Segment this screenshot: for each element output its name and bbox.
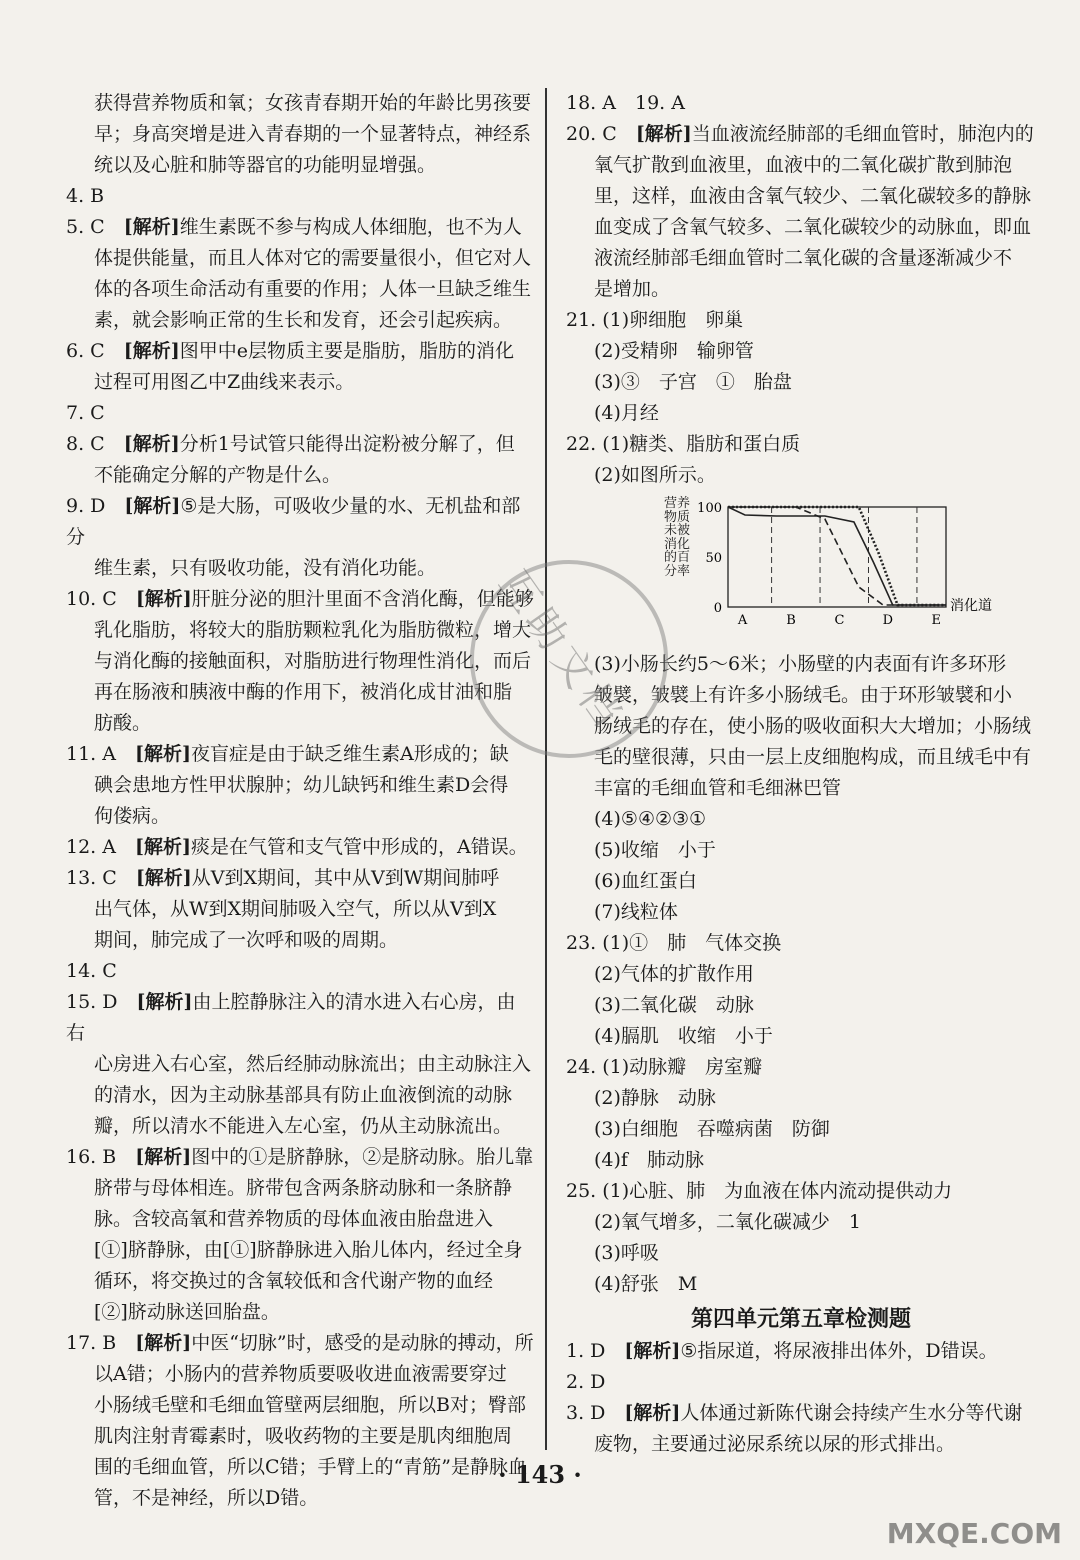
item-number: 12. [66, 836, 103, 858]
right-column [566, 88, 1036, 1460]
continuation-line: 与消化酶的接触面积，对脂肪进行物理性消化，而后 [94, 650, 532, 672]
continuation-line: 体的各项生命活动有重要的作用；人体一旦缺乏维生 [94, 278, 532, 300]
continuation-line: 以A错；小肠内的营养物质要吸收进血液需要穿过 [94, 1363, 507, 1385]
answers-22-25 [566, 649, 1036, 1300]
answer-item [66, 739, 534, 770]
stamp-watermark-text: 互助文档 [489, 561, 633, 740]
continuation-line: 管，不是神经，所以D错。 [94, 1487, 319, 1509]
y-tick-label: 0 [713, 601, 722, 616]
answer-item [66, 181, 534, 212]
answer-line: (3)白细胞 吞噬病菌 防御 [594, 1118, 830, 1140]
item-text: 痰是在气管和支气管中形成的，A错误。 [190, 836, 528, 858]
item-answer: C [602, 123, 636, 145]
answer-line: 23. (1)① 肺 气体交换 [566, 932, 782, 954]
answer-item [66, 987, 534, 1049]
x-tick-label: E [931, 613, 942, 628]
item-answer: C [90, 216, 124, 238]
analysis-tag: [解析] [123, 433, 180, 455]
answer-line: (2)如图所示。 [594, 464, 716, 486]
continuation-line: 的清水，因为主动脉基部具有防止血液倒流的动脉 [94, 1084, 513, 1106]
continuation-line: 瓣，所以清水不能进入左心室，仍从主动脉流出。 [94, 1115, 513, 1137]
corner-watermark: MXQE.COM [886, 1517, 1062, 1550]
item-answer: A [102, 836, 135, 858]
answer-line: (4)膈肌 收缩 小于 [594, 1025, 773, 1047]
answer-line: (6)血红蛋白 [594, 870, 697, 892]
item-answer: C [102, 867, 136, 889]
continuation-line: 里，这样，血液由含氧气较少、二氧化碳较多的静脉 [594, 185, 1032, 207]
continuation-line: 心房进入右心室，然后经肺动脉流出；由主动脉注入 [94, 1053, 532, 1075]
continuation-line: 围的毛细血管，所以C错；手臂上的“青筋”是静脉血 [94, 1456, 527, 1478]
analysis-tag: [解析] [135, 1332, 192, 1354]
answer-item [66, 1142, 534, 1173]
column-divider [545, 88, 547, 1450]
item-number: 1. [566, 1340, 591, 1362]
item-text: ⑤指尿道，将尿液排出体外，D错误。 [680, 1340, 998, 1362]
analysis-tag: [解析] [123, 340, 180, 362]
series-line-dashed [728, 507, 946, 605]
continuation-line: 过程可用图乙中Z曲线来表示。 [94, 371, 355, 393]
x-axis-label: 消化道 [950, 598, 992, 614]
continuation-line: 氧气扩散到血液里，血液中的二氧化碳扩散到肺泡 [594, 154, 1013, 176]
answer-line: (4)月经 [594, 402, 659, 424]
item-number: 10. [66, 588, 103, 610]
x-tick-label: B [786, 613, 796, 628]
item-text: 从V到X期间，其中从V到W期间肺呼 [191, 867, 500, 889]
item-number: 8. [66, 433, 91, 455]
item-number: 9. [66, 495, 91, 517]
item-number: 11. [66, 743, 103, 765]
answer-line: (2)静脉 动脉 [594, 1087, 716, 1109]
item-answer: B [102, 1146, 136, 1168]
x-tick-label: A [737, 613, 748, 628]
chart-frame [728, 507, 946, 607]
answer-line: (4)f 肺动脉 [594, 1149, 704, 1171]
answer-line: (5)收缩 小于 [594, 839, 716, 861]
answer-item [566, 1336, 1036, 1367]
item-answer: D [90, 495, 125, 517]
item-answer: D [590, 1340, 625, 1362]
answer-item [66, 956, 534, 987]
left-column [66, 88, 534, 1514]
chart-ylabel: 营养物质 未被消化 的百分率 [663, 496, 690, 579]
answer-line: (2)氧气增多，二氧化碳减少 1 [594, 1211, 862, 1233]
item-answer: D [102, 991, 137, 1013]
item-number: 20. [566, 123, 603, 145]
item-number: 15. [66, 991, 103, 1013]
analysis-tag: [解析] [123, 216, 180, 238]
answer-line: 25. (1)心脏、肺 为血液在体内流动提供动力 [566, 1180, 953, 1202]
item-answer: C [102, 960, 136, 982]
continuation-line: 小肠绒毛壁和毛细血管壁两层细胞，所以B对；臀部 [94, 1394, 526, 1416]
item-text: 肝脏分泌的胆汁里面不含消化酶，但能够 [191, 588, 534, 610]
answer-line: (7)线粒体 [594, 901, 678, 923]
item-answer: C [102, 588, 136, 610]
answer-line: (2)气体的扩散作用 [594, 963, 754, 985]
continuation-line: 获得营养物质和氧；女孩青春期开始的年龄比男孩要 [94, 92, 532, 114]
item-text: 当血液流经肺部的毛细血管时，肺泡内的 [691, 123, 1034, 145]
item-text: ⑤是大肠，可吸收少量的水、无机盐和部分 [66, 495, 521, 548]
answer-line: (3)呼吸 [594, 1242, 659, 1264]
continuation-line: 统以及心脏和肺等器官的功能明显增强。 [94, 154, 437, 176]
answer-line: (3)③ 子宫 ① 胎盘 [594, 371, 792, 393]
answer-item [66, 863, 534, 894]
item-text: 中医“切脉”时，感受的是动脉的搏动，所 [191, 1332, 534, 1354]
item-answer: C [90, 340, 124, 362]
item-number: 13. [66, 867, 103, 889]
item-number: 16. [66, 1146, 103, 1168]
analysis-tag: [解析] [135, 836, 191, 858]
continuation-line: 再在肠液和胰液中酶的作用下，被消化成甘油和脂 [94, 681, 513, 703]
item-number: 5. [66, 216, 91, 238]
continuation-line: 循环，将交换过的含氧较低和含代谢产物的血经 [94, 1270, 494, 1292]
answer-item [566, 1398, 1036, 1429]
continuation-line: [①]脐静脉，由[①]脐静脉进入胎儿体内，经过全身 [94, 1239, 523, 1261]
continuation-line: 皱襞，皱襞上有许多小肠绒毛。由于环形皱襞和小 [594, 684, 1013, 706]
continuation-line: 维生素，只有吸收功能，没有消化功能。 [94, 557, 437, 579]
analysis-tag: [解析] [624, 1402, 681, 1424]
answer-line: (4)舒张 M [594, 1273, 698, 1295]
answer-item [66, 429, 534, 460]
analysis-tag: [解析] [136, 991, 193, 1013]
continuation-line: 期间，肺完成了一次呼和吸的周期。 [94, 929, 399, 951]
item-number: 2. [566, 1371, 591, 1393]
answer-item [566, 119, 1036, 150]
section-heading: 第四单元第五章检测题 [690, 1306, 911, 1332]
answer-item [566, 1367, 1036, 1398]
item-text: 图甲中e层物质主要是脂肪，脂肪的消化 [179, 340, 514, 362]
answer-item [66, 336, 534, 367]
continuation-line: 体提供能量，而且人体对它的需要量很小，但它对人 [94, 247, 532, 269]
answer-item [66, 832, 534, 863]
continuation-line: 肠绒毛的存在，使小肠的吸收面积大大增加；小肠绒 [594, 715, 1032, 737]
answers-ch5 [566, 1336, 1036, 1460]
answer-item [66, 1328, 534, 1359]
item-answer: B [90, 185, 124, 207]
answer-line: (2)受精卵 输卵管 [594, 340, 754, 362]
analysis-tag: [解析] [624, 1340, 681, 1362]
item-text: 人体通过新陈代谢会持续产生水分等代谢 [680, 1402, 1023, 1424]
item-number: 17. [66, 1332, 103, 1354]
series-line-solid [728, 507, 946, 605]
answer-item [66, 212, 534, 243]
item-answer: A [102, 743, 135, 765]
item-answer: C [90, 402, 124, 424]
page-number: · 143 · [498, 1460, 582, 1489]
item-answer: C [90, 433, 124, 455]
continuation-line: 脐带与母体相连。脐带包含两条脐动脉和一条脐静 [94, 1177, 513, 1199]
item-number: 14. [66, 960, 103, 982]
continuation-line: 乳化脂肪，将较大的脂肪颗粒乳化为脂肪微粒，增大 [94, 619, 532, 641]
answer-line: (3)二氧化碳 动脉 [594, 994, 754, 1016]
item-text: 由上腔静脉注入的清水进入右心房，由右 [66, 991, 516, 1044]
continuation-line: 佝偻病。 [94, 805, 171, 827]
y-tick-label: 50 [705, 551, 722, 566]
continuation-line: 脉。含较高氧和营养物质的母体血液由胎盘进入 [94, 1208, 494, 1230]
x-tick-label: D [882, 613, 894, 628]
analysis-tag: [解析] [135, 588, 192, 610]
answer-line: (3)小肠长约5～6米；小肠壁的内表面有许多环形 [594, 653, 1007, 675]
answer-line: (4)⑤④②③① [594, 808, 707, 830]
continuation-line: 废物，主要通过泌尿系统以尿的形式排出。 [594, 1433, 956, 1455]
answer-line: 18. A 19. A [566, 92, 685, 114]
answer-item [66, 398, 534, 429]
item-number: 3. [566, 1402, 591, 1424]
analysis-tag: [解析] [635, 123, 692, 145]
continuation-line: 丰富的毛细血管和毛细淋巴管 [594, 777, 842, 799]
item-text: 维生素既不参与构成人体细胞，也不为人 [179, 216, 522, 238]
continuation-line: 是增加。 [594, 278, 671, 300]
continuation-line: 出气体，从W到X期间肺吸入空气，所以从V到X [94, 898, 497, 920]
item-answer: D [590, 1371, 625, 1393]
item-text: 分析1号试管只能得出淀粉被分解了，但 [179, 433, 515, 455]
continuation-line: [②]脐动脉送回胎盘。 [94, 1301, 280, 1323]
answer-item [66, 584, 534, 615]
continuation-line: 素，就会影响正常的生长和发育，还会引起疾病。 [94, 309, 513, 331]
analysis-tag: [解析] [124, 495, 181, 517]
continuation-line: 肪酸。 [94, 712, 152, 734]
y-tick-label: 100 [697, 501, 722, 516]
item-answer: B [102, 1332, 136, 1354]
analysis-tag: [解析] [135, 1146, 192, 1168]
continuation-line: 液流经肺部毛细血管时二氧化碳的含量逐渐减少不 [594, 247, 1013, 269]
answer-line: 24. (1)动脉瓣 房室瓣 [566, 1056, 763, 1078]
continuation-line: 碘会患地方性甲状腺肿；幼儿缺钙和维生素D会得 [94, 774, 509, 796]
continuation-line: 毛的壁很薄，只由一层上皮细胞构成，而且绒毛中有 [594, 746, 1032, 768]
continuation-line: 血变成了含氧气较多、二氧化碳较少的动脉血，即血 [594, 216, 1032, 238]
item-number: 6. [66, 340, 91, 362]
item-number: 4. [66, 185, 91, 207]
continuation-line: 肌肉注射青霉素时，吸收药物的主要是肌肉细胞周 [94, 1425, 513, 1447]
item-text: 图中的①是脐静脉，②是脐动脉。胎儿靠 [191, 1146, 534, 1168]
answers-18-22 [566, 88, 1036, 491]
item-text: 夜盲症是由于缺乏维生素A形成的；缺 [190, 743, 509, 765]
answer-item [66, 491, 534, 553]
answer-line: 21. (1)卵细胞 卵巢 [566, 309, 744, 331]
analysis-tag: [解析] [135, 743, 191, 765]
answer-line: 22. (1)糖类、脂肪和蛋白质 [566, 433, 801, 455]
analysis-tag: [解析] [135, 867, 192, 889]
continuation-line: 早；身高突增是进入青春期的一个显著特点，神经系 [94, 123, 532, 145]
item-number: 7. [66, 402, 91, 424]
x-tick-label: C [834, 613, 845, 628]
continuation-line: 不能确定分解的产物是什么。 [94, 464, 342, 486]
item-answer: D [590, 1402, 625, 1424]
series-line-dotted [728, 507, 946, 605]
digestion-chart-svg [656, 495, 1036, 645]
